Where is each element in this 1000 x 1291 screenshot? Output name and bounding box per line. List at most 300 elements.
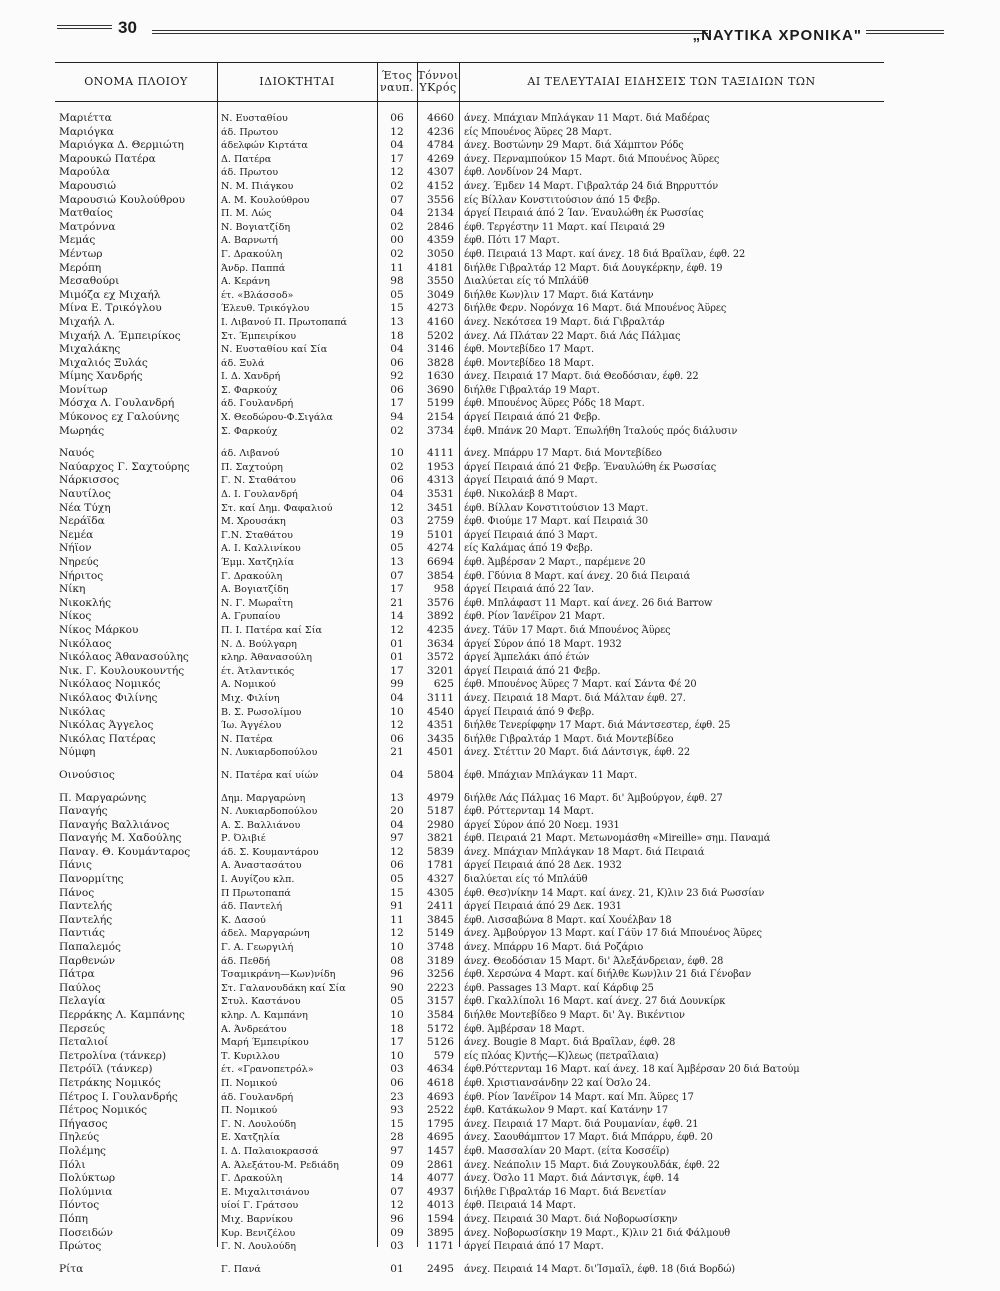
table-row (55, 370, 884, 384)
cell-year: 92 (390, 370, 404, 383)
cell-year: 12 (390, 623, 404, 636)
cell-year: 12 (390, 845, 404, 858)
cell-name: Ρίτα (59, 1262, 84, 1275)
group-gap (55, 438, 884, 447)
cell-tons: 3189 (427, 954, 454, 967)
table-row (55, 746, 884, 760)
cell-owner: Ν. Γ. Μωραΐτη (221, 597, 293, 609)
cell-year: 14 (390, 1172, 404, 1185)
cell-tons: 4327 (427, 873, 454, 886)
cell-news: άργεί Πειραιά άπό 17 Μαρτ. (464, 1241, 604, 1253)
cell-year: 17 (390, 664, 404, 677)
cell-year: 04 (390, 488, 404, 501)
cell-year: 15 (390, 302, 404, 315)
table-row (55, 316, 884, 330)
cell-year: 07 (390, 1185, 404, 1198)
cell-news: έφθ. Λονδίνον 24 Μαρτ. (464, 167, 582, 179)
cell-owner: άδελφών Κιρτάτα (221, 140, 308, 152)
cell-year: 05 (390, 995, 404, 1008)
cell-year: 01 (390, 651, 404, 664)
cell-name: Ματρόννα (59, 220, 116, 233)
table-row (55, 1050, 884, 1064)
cell-tons: 4077 (427, 1172, 454, 1185)
cell-name: Νικόλας (59, 705, 106, 718)
cell-owner: Τσαμικράνη—Κων)νίδη (221, 969, 336, 981)
table-row (55, 1009, 884, 1023)
cell-year: 05 (390, 542, 404, 555)
table-row (55, 461, 884, 475)
cell-year: 11 (390, 913, 404, 926)
cell-news: άργεί Πειραιά άπό 3 Μαρτ. (464, 529, 598, 541)
cell-owner: Γ. Ν. Λουλούδη (221, 1241, 296, 1253)
cell-tons: 3748 (427, 941, 454, 954)
table-row (55, 832, 884, 846)
cell-tons: 4351 (427, 719, 454, 732)
cell-news: έφθ. Πειραιά 13 Μαρτ. καί άνεχ. 18 διά Βραΐλαν, έφθ. 22 (464, 248, 746, 260)
cell-name: Παναγ. Θ. Κουμάνταρος (59, 845, 191, 858)
cell-owner: Α. Βογιατζίδη (221, 584, 289, 596)
cell-name: Πεταλιοί (59, 1036, 109, 1049)
table-row (55, 180, 884, 194)
cell-name: Πολύκτωρ (59, 1172, 116, 1185)
cell-owner: Γ. Δρακούλη (221, 248, 283, 260)
col-header-tons: Τόννοι ΥΚρός (417, 69, 459, 94)
cell-tons: 3584 (427, 1009, 454, 1021)
cell-tons: 1781 (427, 859, 454, 872)
cell-owner: Α. Κεράνη (221, 276, 270, 288)
cell-name: Νικόλας Πατέρας (59, 732, 156, 745)
cell-news: άργεί Σύρον άπό 18 Μαρτ. 1932 (464, 638, 622, 650)
cell-tons: 3892 (427, 610, 454, 623)
cell-year: 10 (390, 1009, 404, 1021)
cell-news: άνεχ. Πειραιά 30 Μαρτ. διά Νοβορωσίσκην (464, 1213, 678, 1225)
cell-tons: 5187 (427, 805, 454, 818)
cell-news: έφθ. Άμβέρσαν 2 Μαρτ., παρέμενε 20 (464, 557, 646, 568)
cell-tons: 4305 (427, 886, 454, 899)
cell-name: Π. Μαργαρώνης (59, 791, 147, 804)
cell-tons: 4307 (427, 166, 454, 179)
cell-year: 10 (390, 705, 404, 718)
cell-tons: 3201 (427, 664, 454, 677)
cell-news: διήλθε Γιβραλτάρ 16 Μαρτ. διά Βενετίαν (464, 1186, 667, 1198)
cell-name: Νύμφη (59, 746, 96, 759)
cell-news: έφθ. Άμβέρσαν 18 Μαρτ. (464, 1023, 585, 1035)
cell-name: Πόλι (59, 1158, 86, 1171)
cell-news: έφθ. Γκαλλίπολι 16 Μαρτ. καί άνεχ. 27 διά Δουνκίρκ (464, 996, 726, 1008)
cell-year: 12 (390, 719, 404, 732)
cell-news: έφθ. Ρίον Ίανέϊρον 21 Μαρτ. (464, 611, 606, 623)
cell-owner: Γ. Δρακούλη (221, 570, 283, 582)
cell-news: έφθ. Μπλάφαστ 11 Μαρτ. καί άνεχ. 26 διά Barrow (464, 597, 713, 609)
table-row (55, 638, 884, 652)
cell-year: 91 (390, 900, 404, 913)
cell-tons: 5101 (427, 528, 454, 541)
table-row (55, 1063, 884, 1077)
cell-name: Μαρουσιώ Κουλούθρου (59, 193, 186, 206)
cell-tons: 6694 (427, 556, 454, 568)
cell-name: Μαριέττα (59, 112, 112, 124)
table-row (55, 302, 884, 316)
cell-owner: άδ. Ξυλά (221, 357, 265, 369)
cell-year: 06 (390, 474, 404, 487)
cell-owner: Στ. καί Δημ. Φαφαλιού (221, 502, 333, 514)
cell-year: 12 (390, 125, 404, 138)
cell-news: είς Καλάμας άπό 19 Φεβρ. (464, 543, 593, 555)
cell-tons: 5126 (427, 1036, 454, 1049)
cell-tons: 1457 (427, 1144, 454, 1157)
cell-news: έφθ.Ρόττερνταμ 16 Μαρτ. καί άνεχ. 18 καί Άμβέρσαν 20 διά Βατούμ (464, 1064, 800, 1076)
cell-name: Πετρόϊλ (τάνκερ) (59, 1063, 153, 1076)
cell-name: Παπαλεμός (59, 941, 121, 954)
cell-year: 02 (390, 179, 404, 192)
cell-news: έφθ. Μπάχιαν Μπλάγκαν 11 Μαρτ. (464, 769, 638, 781)
header-rule-middle (152, 30, 708, 34)
table-row (55, 1159, 884, 1173)
cell-news: άνεχ. Πειραιά 14 Μαρτ. δι'Ίσμαΐλ, έφθ. 18 (διά Βορδώ) (464, 1263, 735, 1275)
cell-owner: Ε. Μιχαλιτσιάνου (221, 1186, 310, 1198)
table-row (55, 234, 884, 248)
cell-news: διήλθε Τενερίφφην 17 Μαρτ. διά Μάντσεστερ, έφθ. 25 (464, 720, 731, 732)
cell-news: άργεί Πειραιά άπό 29 Δεκ. 1931 (464, 901, 622, 913)
cell-year: 28 (390, 1131, 404, 1144)
cell-tons: 4359 (427, 234, 454, 247)
cell-year: 17 (390, 1036, 404, 1049)
cell-owner: Γ. Ν. Λουλούδη (221, 1118, 296, 1130)
cell-news: άνεχ. Στέττιν 20 Μαρτ. διά Δάντσιγκ, έφθ. 22 (464, 747, 691, 759)
cell-name: Μεσαθούρι (59, 275, 120, 288)
cell-tons: 3049 (427, 288, 454, 301)
cell-tons: 5172 (427, 1022, 454, 1035)
table-row (55, 343, 884, 357)
cell-tons: 4634 (427, 1063, 454, 1076)
cell-news: άργεί Πειραιά άπό 2 Ίαν. Έναυλώθη έκ Ρωσσίας (464, 208, 704, 220)
cell-name: Μονίτωρ (59, 383, 108, 396)
cell-name: Μιχαλιός Ξυλάς (59, 356, 148, 369)
cell-year: 13 (390, 315, 404, 328)
cell-name: Πρώτος (59, 1240, 102, 1253)
cell-owner: Ν. Ευσταθίου (221, 113, 288, 124)
cell-owner: Ι. Δ. Χανδρή (221, 371, 281, 383)
table-row (55, 859, 884, 873)
cell-news: έφθ. Ρίον Ίανέϊρον 14 Μαρτ. καί Μπ. Άϋρες 17 (464, 1091, 694, 1103)
table-row (55, 570, 884, 584)
page-number: 30 (118, 18, 137, 37)
cell-owner: άδ. Παντελή (221, 901, 283, 913)
table-row (55, 1023, 884, 1037)
cell-news: έφθ. Χριστιανσάνδην 22 καί Όσλο 24. (464, 1077, 651, 1089)
cell-tons: 4152 (427, 179, 454, 192)
cell-tons: 2411 (427, 900, 454, 913)
cell-name: Παναγής Μ. Χαδούλης (59, 832, 182, 845)
cell-tons: 4784 (427, 139, 454, 152)
table-row (55, 474, 884, 488)
cell-owner: άδ. Γουλανδρή (221, 398, 294, 410)
cell-tons: 3157 (427, 995, 454, 1008)
table-row (55, 610, 884, 624)
cell-owner: κληρ. Λ. Καμπάνη (221, 1010, 308, 1021)
cell-year: 06 (390, 383, 404, 396)
cell-owner: Γ. Α. Γεωργιλή (221, 942, 294, 954)
table-row (55, 914, 884, 928)
cell-year: 14 (390, 610, 404, 623)
cell-owner: Π. Σαχτούρη (221, 461, 283, 473)
cell-owner: Α. Νομικού (221, 679, 276, 691)
cell-tons: 3550 (427, 275, 454, 288)
cell-name: Παναγής (59, 805, 108, 818)
cell-tons: 4979 (427, 791, 454, 804)
cell-name: Μωρηάς (59, 424, 105, 437)
cell-tons: 3050 (427, 247, 454, 260)
cell-owner: υίοί Γ. Γράτσου (221, 1200, 299, 1212)
cell-news: άργεί Πειραιά άπό 28 Δεκ. 1932 (464, 860, 622, 872)
cell-news: διήλθε Φερν. Νορόνχα 16 Μαρτ. διά Μπουένος Άϋρες (464, 303, 727, 315)
cell-year: 13 (390, 556, 404, 568)
table-row (55, 706, 884, 720)
table-row (55, 515, 884, 529)
table-row (55, 719, 884, 733)
cell-name: Πόπη (59, 1212, 88, 1225)
cell-tons: 3111 (427, 691, 454, 704)
cell-tons: 1171 (427, 1240, 454, 1253)
cell-name: Μύκονος εχ Γαλούνης (59, 411, 180, 424)
cell-tons: 5199 (427, 397, 454, 410)
cell-news: άνεχ. Βοστώνην 29 Μαρτ. διά Χάμπτον Ρόδς (464, 140, 684, 152)
header-rule-right (866, 30, 944, 34)
cell-owner: Γ. Ν. Σταθάτου (221, 475, 296, 487)
cell-news: έφθ. Μπουένος Άϋρες 7 Μαρτ. καί Σάντα Φέ 20 (464, 679, 697, 691)
cell-name: Πηλεύς (59, 1131, 100, 1144)
cell-name: Πολύμνια (59, 1185, 113, 1198)
cell-owner: Π. Νομικού (221, 1105, 278, 1117)
table-row (55, 397, 884, 411)
cell-owner: Στ. Γαλανουδάκη καί Σία (221, 982, 346, 994)
cell-news: άργεί Άμπελάκι άπό έτών (464, 652, 590, 664)
cell-news: άνεχ. Νεκότσεα 19 Μαρτ. διά Γιβραλτάρ (464, 316, 665, 328)
cell-year: 04 (390, 818, 404, 831)
cell-year: 21 (390, 746, 404, 759)
cell-tons: 4313 (427, 474, 454, 487)
table-row (55, 846, 884, 860)
cell-name: Νήριτος (59, 569, 104, 582)
cell-year: 02 (390, 424, 404, 437)
cell-owner: Μιχ. Βαρνίκου (221, 1213, 293, 1225)
table-row (55, 624, 884, 638)
table-row (55, 678, 884, 692)
cell-tons: 1795 (427, 1117, 454, 1130)
cell-name: Νάρκισσος (59, 474, 120, 487)
table-row (55, 733, 884, 747)
table-row (55, 597, 884, 611)
table-row (55, 1240, 884, 1254)
cell-news: άνεχ. Μπάρρυ 17 Μαρτ. διά Μοντεβίδεο (464, 448, 662, 460)
cell-year: 12 (390, 501, 404, 514)
cell-news: έφθ. Λισσαβώνα 8 Μαρτ. καί Χουέλβαν 18 (464, 914, 672, 926)
cell-year: 23 (390, 1090, 404, 1103)
cell-name: Νικόλας Άγγελος (59, 719, 154, 732)
cell-news: έφθ. Γδύνια 8 Μαρτ. καί άνεχ. 20 διά Πειραιά (464, 570, 691, 582)
cell-name: Μιχαήλ Λ. Έμπειρίκος (59, 329, 181, 342)
cell-year: 93 (390, 1104, 404, 1117)
cell-tons: 4181 (427, 261, 454, 274)
table-row (55, 982, 884, 996)
cell-news: άνεχ. Μπάρρυ 16 Μαρτ. διά Ροζάριο (464, 942, 644, 954)
cell-year: 04 (390, 343, 404, 356)
table-row (55, 1213, 884, 1227)
cell-news: έφθ. Χερσώνα 4 Μαρτ. καί διήλθε Κων)λιν 21 διά Γένοβαν (464, 969, 752, 981)
cell-news: διαλύεται είς τό Μπλάϋθ (464, 874, 588, 886)
cell-year: 04 (390, 768, 404, 781)
cell-news: είς πλόας Κ)ντής—Κ)λεως (πετραΐλαια) (464, 1050, 659, 1062)
cell-owner: άδελ. Μαργαρώνη (221, 928, 310, 940)
cell-name: Μαρουκώ Πατέρα (59, 152, 156, 165)
cell-name: Ναυτίλος (59, 488, 111, 501)
cell-news: έφθ. Ρόττερνταμ 14 Μαρτ. (464, 806, 594, 818)
table-row (55, 502, 884, 516)
cell-tons: 625 (433, 678, 454, 691)
cell-owner: Ν. Λυκιαρδοπούλου (221, 747, 318, 759)
cell-news: Διαλύεται είς τό Μπλάϋθ (464, 276, 589, 288)
cell-news: έφθ. Passages 13 Μαρτ. καί Κάρδιφ 25 (464, 982, 654, 994)
cell-tons: 4274 (427, 542, 454, 555)
table-row (55, 262, 884, 276)
cell-news: διήλθε Γιβραλτάρ 19 Μαρτ. (464, 384, 600, 396)
cell-tons: 2861 (427, 1158, 454, 1171)
cell-news: έφθ. Πειραιά 14 Μαρτ. (464, 1200, 576, 1212)
cell-name: Νεμέα (59, 528, 94, 541)
cell-owner: άδ. Πρωτου (221, 167, 279, 179)
cell-owner: Β. Σ. Ρωσολίμου (221, 706, 302, 718)
cell-owner: Α. Σ. Βαλλιάνου (221, 819, 301, 831)
cell-owner: Γ. Πανά (221, 1263, 261, 1275)
table-row (55, 819, 884, 833)
cell-tons: 958 (433, 583, 454, 596)
cell-year: 07 (390, 193, 404, 206)
cell-name: Νίκος Μάρκου (59, 623, 139, 636)
cell-news: άνεχ. Σαουθάμπτον 17 Μαρτ. διά Μπάρρυ, έφθ. 20 (464, 1132, 713, 1144)
cell-name: Παρθενών (59, 954, 116, 967)
cell-tons: 1630 (427, 370, 454, 383)
cell-year: 09 (390, 1158, 404, 1171)
table-row (55, 139, 884, 153)
cell-tons: 5202 (427, 329, 454, 342)
cell-name: Παναγής Βαλλιάνος (59, 818, 170, 831)
table-row (55, 1091, 884, 1105)
cell-name: Περσεύς (59, 1022, 106, 1035)
cell-news: άνεχ. Bougie 8 Μαρτ. διά Βραΐλαν, έφθ. 28 (464, 1037, 676, 1049)
cell-owner: έτ. «Βλάσσοδ» (221, 289, 294, 301)
table-row (55, 955, 884, 969)
cell-year: 09 (390, 1226, 404, 1239)
cell-owner: Ν. Πατέρα (221, 733, 273, 745)
cell-tons: 4235 (427, 623, 454, 636)
cell-news: έφθ. Βίλλαν Κονστιτούσιον 13 Μαρτ. (464, 502, 649, 514)
cell-year: 99 (390, 678, 404, 691)
cell-name: Νικοκλής (59, 596, 112, 609)
cell-name: Πετράκης Νομικός (59, 1076, 161, 1089)
cell-tons: 2154 (427, 411, 454, 424)
cell-tons: 3451 (427, 501, 454, 514)
cell-year: 15 (390, 1117, 404, 1130)
cell-owner: Ε. Χατζηλία (221, 1132, 280, 1144)
cell-tons: 4695 (427, 1131, 454, 1144)
cell-name: Νικόλαος Φιλίνης (59, 691, 158, 704)
cell-year: 10 (390, 1049, 404, 1062)
cell-owner: Α. Ι. Καλλινίκου (221, 543, 301, 555)
cell-news: άργεί Σύρον άπό 20 Νοεμ. 1931 (464, 819, 620, 831)
cell-year: 17 (390, 583, 404, 596)
cell-name: Νικόλαος Άθανασούλης (59, 651, 189, 664)
journal-title: „ΝΑΥΤΙΚΑ ΧΡΟΝΙΚΑ" (692, 27, 862, 44)
cell-year: 07 (390, 569, 404, 582)
col-header-year: Έτος ναυπ. (379, 69, 415, 94)
cell-tons: 4236 (427, 125, 454, 138)
cell-tons: 3531 (427, 488, 454, 501)
cell-year: 05 (390, 873, 404, 886)
cell-year: 10 (390, 447, 404, 460)
cell-year: 97 (390, 832, 404, 845)
cell-year: 11 (390, 261, 404, 274)
table-row (55, 941, 884, 955)
cell-owner: Α. Άνδρεάτου (221, 1023, 287, 1035)
cell-year: 06 (390, 859, 404, 872)
cell-name: Νηρεύς (59, 556, 99, 568)
table-row (55, 221, 884, 235)
cell-name: Μερόπη (59, 261, 102, 274)
cell-year: 10 (390, 941, 404, 954)
cell-owner: Έμμ. Χατζηλία (221, 557, 295, 568)
cell-name: Νικ. Γ. Κουλουκουντής (59, 664, 185, 677)
cell-year: 20 (390, 805, 404, 818)
cell-name: Μεμάς (59, 234, 96, 247)
cell-news: έφθ. Κατάκωλον 9 Μαρτ. καί Κατάνην 17 (464, 1105, 669, 1117)
cell-owner: Π. Νομικού (221, 1077, 278, 1089)
cell-year: 04 (390, 139, 404, 152)
cell-news: έφθ. Θεσ)νίκην 14 Μαρτ. καί άνεχ. 21, Κ)λιν 23 διά Ρωσσίαν (464, 887, 765, 899)
cell-name: Μαρουσιώ (59, 179, 117, 192)
cell-tons: 5149 (427, 927, 454, 940)
ship-table-body (55, 112, 884, 1276)
table-row (55, 927, 884, 941)
cell-tons: 3576 (427, 596, 454, 609)
cell-owner: Άνδρ. Παππά (221, 262, 286, 274)
cell-name: Παντιάς (59, 927, 105, 940)
cell-tons: 4273 (427, 302, 454, 315)
cell-owner: Ν. Λυκιαρδοπούλου (221, 806, 318, 818)
cell-name: Πετρολίνα (τάνκερ) (59, 1049, 167, 1062)
cell-owner: Ν. Βογιατζίδη (221, 221, 291, 233)
cell-name: Πελαγία (59, 995, 106, 1008)
table-row (55, 1131, 884, 1145)
cell-tons: 5839 (427, 845, 454, 858)
cell-tons: 3854 (427, 569, 454, 582)
cell-owner: Π. Ι. Πατέρα καί Σία (221, 624, 322, 636)
cell-news: άνεχ. Πειραιά 17 Μαρτ. διά Θεοδόσιαν, έφθ. 22 (464, 371, 699, 383)
cell-year: 03 (390, 1063, 404, 1076)
cell-news: διήλθε Γιβραλτάρ 12 Μαρτ. διά Δουγκέρκην, έφθ. 19 (464, 262, 723, 274)
cell-news: είς Βίλλαν Κονστιτούσιον άπό 15 Φεβρ. (464, 194, 661, 206)
cell-name: Οινούσιος (59, 768, 115, 781)
cell-year: 01 (390, 1262, 404, 1275)
cell-news: άνεχ. Λά Πλάταν 22 Μαρτ. διά Λάς Πάλμας (464, 330, 681, 342)
cell-name: Μιχαήλ Λ. (59, 315, 116, 328)
cell-name: Μαριόγκα (59, 125, 114, 138)
cell-owner: Χ. Θεοδώρου-Φ.Σιγάλα (221, 412, 333, 424)
cell-tons: 4501 (427, 746, 454, 759)
table-row (55, 357, 884, 371)
cell-owner: Δ. Ι. Γουλανδρή (221, 489, 298, 501)
cell-name: Ματθαίος (59, 207, 113, 220)
cell-year: 06 (390, 112, 404, 124)
